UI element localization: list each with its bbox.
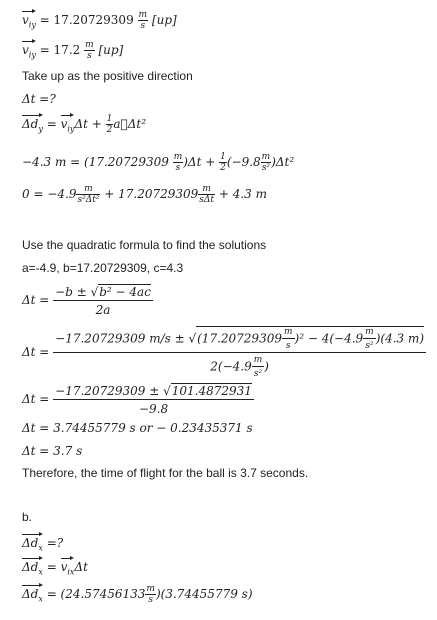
- rearranged-equation: 0 = −4.9 $\frac{m}{\text{s²Δt²}}$ + 17.20729309 $\frac{m}{\text{sΔt}}$ + 4.3 m: [22, 184, 267, 205]
- dx-question: $\Delta d_x$ =?: [22, 533, 63, 555]
- dx-value-equation: $\Delta d_x = (24.57456133$ $\frac{m}{s}$ )(3.74455779 s): [22, 584, 253, 605]
- take-up-text: Take up as the positive direction: [22, 69, 193, 83]
- viy-equation-2: $v_{iy} = 17.2$ $\frac{m}{s}$ [up]: [22, 40, 124, 61]
- roots-equation: Δt = 3.74455779 s or − 0.23435371 s: [22, 421, 253, 435]
- coefficients-text: a=-4.9, b=17.20729309, c=4.3: [22, 261, 184, 275]
- quadratic-substitution: Δt = −17.20729309 m/s ± √(17.20729309 $\frac{m}{s}$ )² − 4(−4.9 $\frac{m}{\text{s²}}$ )(4.3 m) 2(−4.9 $\frac{m}{\text{s²}}$ ): [22, 327, 425, 379]
- dt-final: Δt = 3.7 s: [22, 444, 83, 458]
- part-b-label: b.: [22, 510, 33, 524]
- quadratic-simplified: Δt = $\frac{-17.20729309 \pm √101.4872931}{-9.8}$: [22, 384, 252, 416]
- quadratic-formula: Δt = $\frac{\text{−b ± √b² − 4ac}}{2a}$: [22, 285, 151, 317]
- use-quadratic-text: Use the quadratic formula to find the solutions: [22, 238, 267, 252]
- dt-question: Δt =?: [22, 92, 56, 106]
- substitution-equation: −4.3 m = (17.20729309 $\frac{m}{s}$ )Δt + $\frac{1}{2}$ (−9.8 $\frac{m}{\text{s²}}$ )Δt²: [22, 152, 295, 173]
- kinematic-equation: $\Delta d_y = v_{iy}\Delta t$ + $\frac{1}{2}$ a⃗Δt²: [22, 114, 146, 135]
- viy-equation-1: $v_{iy} = 17.20729309$ $\frac{m}{s}$ [up]: [22, 10, 177, 31]
- viy-vector: $v_{iy}$: [22, 10, 36, 32]
- dx-equation: $\Delta d_x = v_{ix}\Delta t$: [22, 557, 88, 579]
- conclusion-text: Therefore, the time of flight for the ball is 3.7 seconds.: [22, 466, 309, 480]
